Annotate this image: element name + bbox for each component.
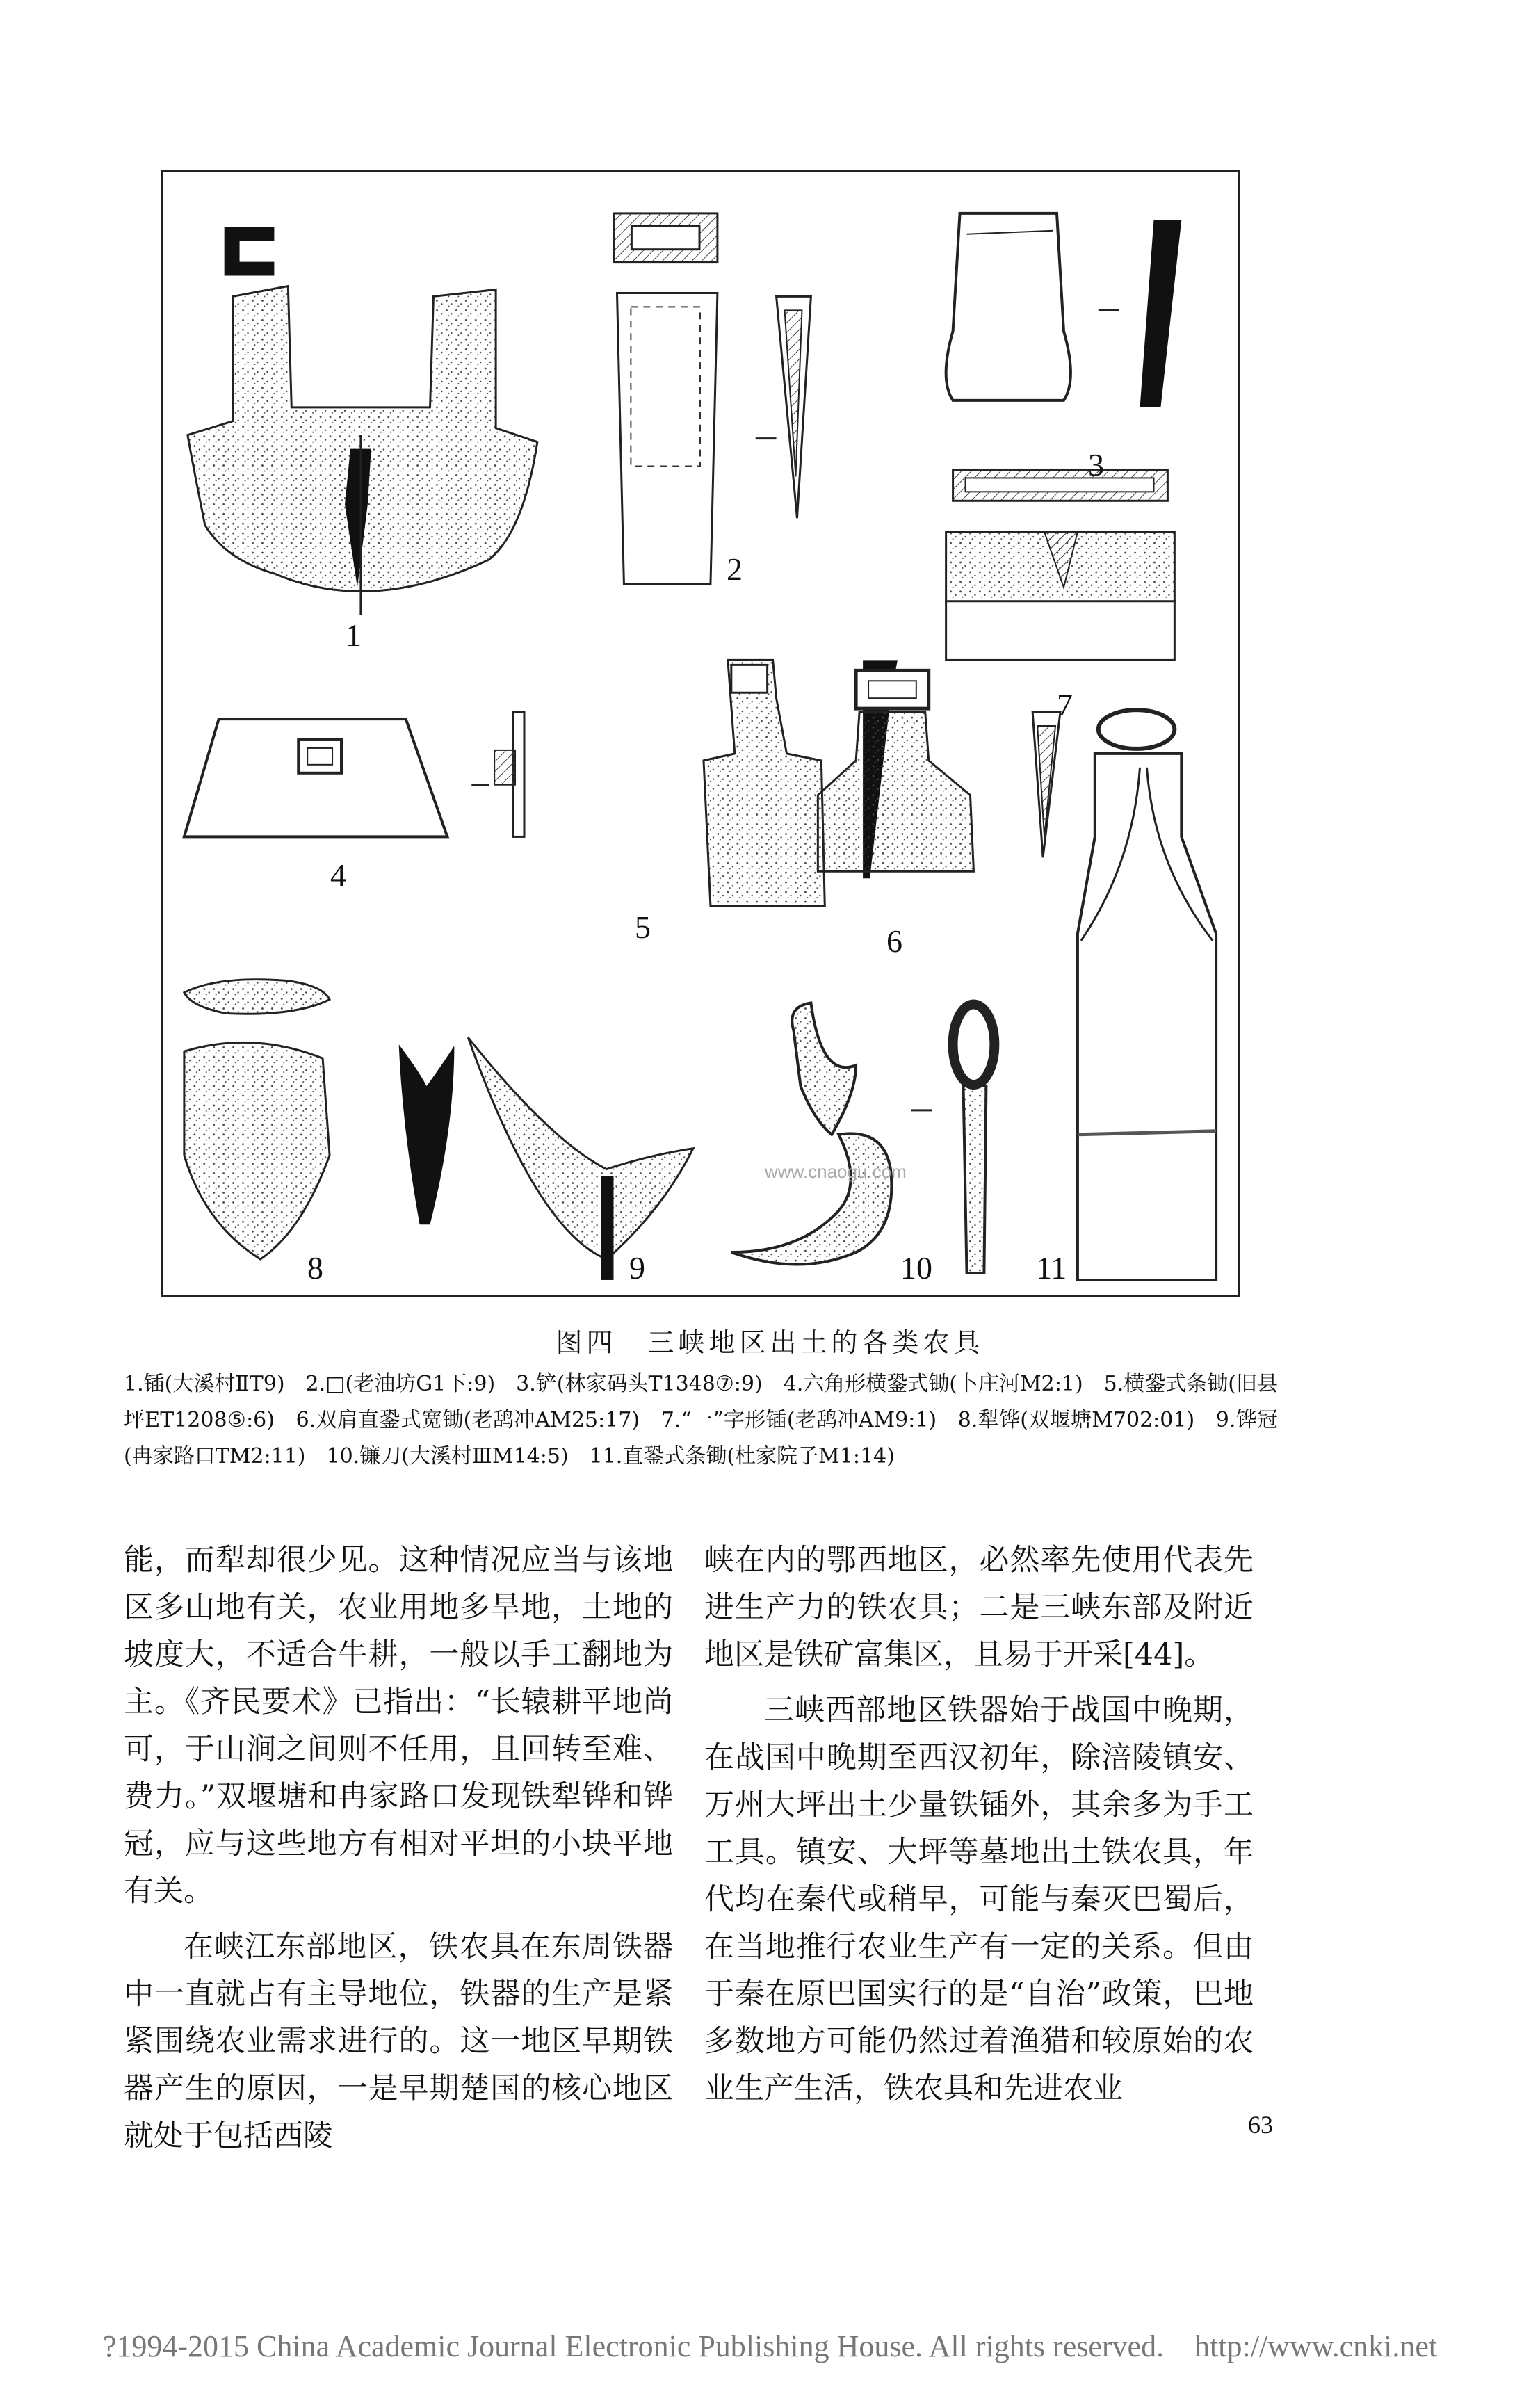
paragraph: 在峡江东部地区，铁农具在东周铁器中一直就占有主导地位，铁器的生产是紧紧围绕农业需求进行的。这一地区早期铁器产生的原因，一是早期楚国的核心地区就处于包括西陵 — [124, 1929, 673, 2153]
artifact-9-plowshare-cap — [468, 1037, 693, 1280]
paragraph: 峡在内的鄂西地区，必然率先使用代表先进生产力的铁农具；二是三峡东部及附近地区是铁矿富集区，且易于开采[44]。 — [704, 1543, 1254, 1672]
figure-item-number: 1 — [346, 617, 362, 653]
artifact-7 — [946, 469, 1175, 660]
figure-caption-items: 1.锸(大溪村ⅡT9) 2.□(老油坊G1下:9) 3.铲(林家码头T1348⑦:9) 4.六角形横銎式锄(卜庄河M2:1) 5.横銎式条锄(旧县坪ET1208⑤:6) 6.双肩直銎式宽锄(老鸹冲AM25:17) 7.“一”字形锸(老鸹冲AM9:1) 8.犁铧(双堰塘M702:01) 9.铧冠(冉家路口TM2:11) 10.镰刀(大溪村ⅢM14:5) 11.直銎式条锄(杜家院子M1:14) — [124, 1372, 1278, 1468]
figure-item-number: 7 — [1057, 687, 1073, 722]
figure-item-number: 3 — [1088, 447, 1104, 483]
artifact-4-hoe — [184, 712, 524, 836]
figure-item-number: 10 — [900, 1250, 932, 1286]
figure-item-number: 8 — [307, 1250, 323, 1286]
artifact-10-sickle — [731, 1003, 995, 1272]
artifact-drawings — [163, 172, 1238, 1295]
figure-frame — [161, 170, 1240, 1297]
artifact-6-hoe — [818, 670, 1060, 871]
figure-item-number: 4 — [330, 857, 346, 893]
artifact-11-hoe — [1078, 710, 1216, 1280]
artifact-2 — [613, 213, 811, 584]
page-number: 63 — [1248, 2111, 1273, 2139]
paragraph: 三峡西部地区铁器始于战国中晚期，在战国中晚期至西汉初年，除涪陵镇安、万州大坪出土少量铁锸外，其余多为手工工具。镇安、大坪等墓地出土铁农具，年代均在秦代或稍早，可能与秦灭巴蜀后，在当地推行农业生产有一定的关系。但由于秦在原巴国实行的是“自治”政策，巴地多数地方可能仍然过着渔猎和较原始的农业生产生活，铁农具和先进农业 — [704, 1693, 1254, 2106]
figure-item-number: 11 — [1036, 1250, 1067, 1286]
figure-item-number: 6 — [886, 923, 902, 959]
watermark: www.cnaogu.com — [765, 1161, 907, 1182]
figure-caption-title: 图四 三峡地区出土的各类农具 — [556, 1327, 984, 1358]
right-column — [704, 1537, 1254, 2121]
figure-item-number: 2 — [727, 551, 743, 587]
artifact-1-spade — [188, 227, 537, 615]
copyright-footer: ?1994-2015 China Academic Journal Electronic Publishing House. All rights reserved. http://www.cnki.net — [102, 2329, 1438, 2363]
left-column — [124, 1537, 673, 2168]
figure-item-number: 9 — [629, 1250, 645, 1286]
artifact-8-plowshare — [184, 980, 454, 1259]
paragraph: 能，而犁却很少见。这种情况应当与该地区多山地有关，农业用地多旱地，土地的坡度大，不适合牛耕，一般以手工翻地为主。《齐民要术》已指出：“长辕耕平地尚可，于山涧之间则不任用，且回转至难、费力。”双堰塘和冉家路口发现铁犁铧和铧冠，应与这些地方有相对平坦的小块平地有关。 — [124, 1543, 673, 1909]
figure-item-number: 5 — [635, 909, 651, 945]
artifact-3-shovel — [946, 213, 1182, 407]
